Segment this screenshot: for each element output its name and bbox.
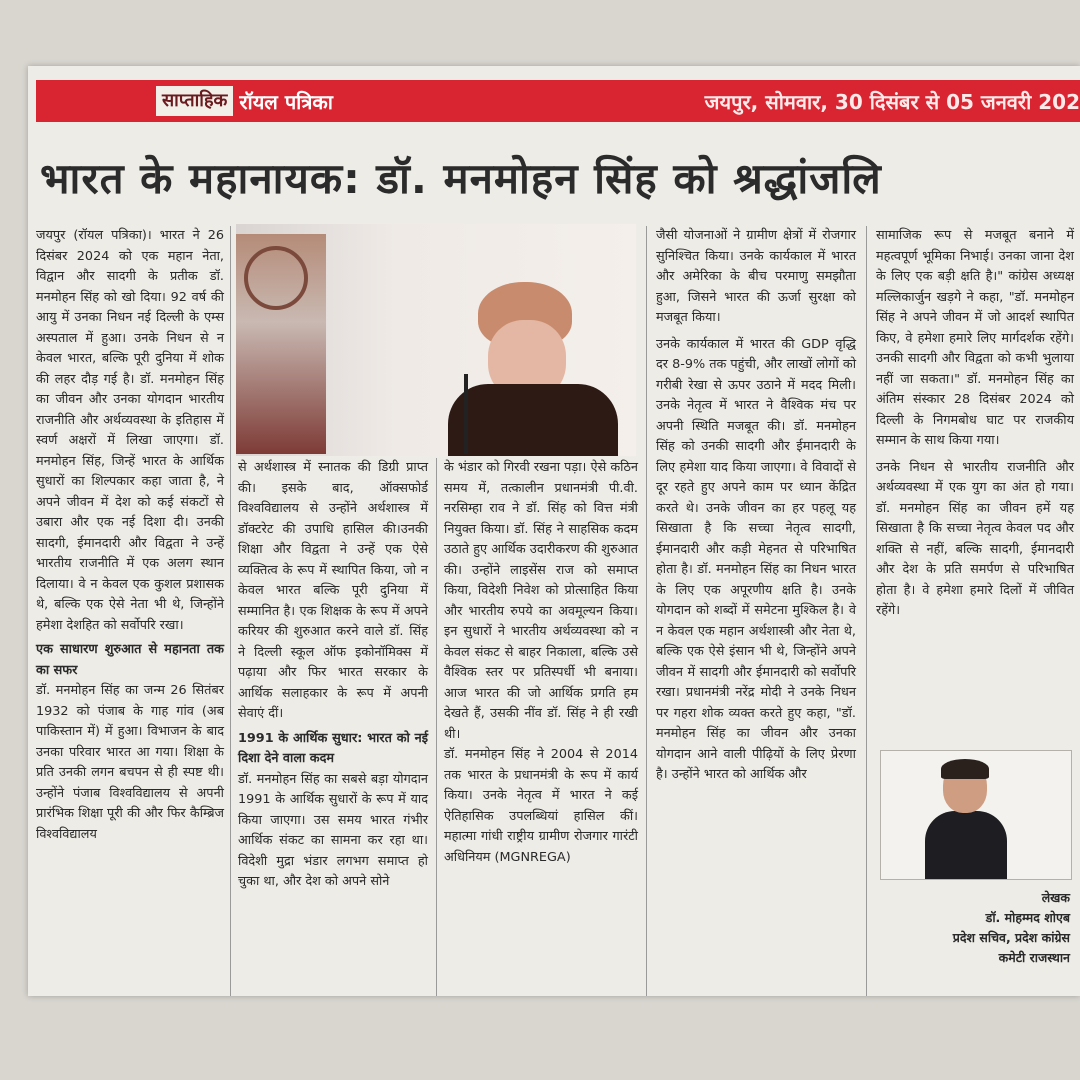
col5-paragraph-1: सामाजिक रूप से मजबूत बनाने में महत्वपूर्ण भूमिका निभाई। उनका जाना देश के लिए एक बड़ी क्षति है।" कांग्रेस अध्यक्ष मल्लिकार्जुन खड़गे ने कहा, "डॉ. मनमोहन सिंह ने अपने जीवन में जो आदर्श स्थापित किए, वे हमेशा हमारे लिए मार्गदर्शक रहेंगे। उनकी सादगी और विद्वता को कभी भुलाया नहीं जा सकता।" डॉ. मनमोहन सिंह का अंतिम संस्कार 28 दिसंबर 2024 को दिल्ली के निगमबोध घाट पर राजकीय सम्मान के साथ किया गया। — [876, 228, 1074, 448]
col5-paragraph-2: उनके निधन से भारतीय राजनीति और अर्थव्यवस्था में एक युग का अंत हो गया। डॉ. मनमोहन सिंह का जीवन हमें यह सिखाता है कि सच्चा नेतृत्व केवल पद और शक्ति से नहीं, बल्कि सादगी, ईमानदारी और देश के प्रति समर्पण से परिभाषित होता है। वे हमेशा हमारे दिलों में जीवित रहेंगे। — [876, 459, 1074, 618]
newspaper-page — [28, 66, 1080, 996]
masthead-brand — [156, 86, 333, 116]
col3-paragraph-2: डॉ. मनमोहन सिंह ने 2004 से 2014 तक भारत के प्रधानमंत्री के रूप में कार्य किया। उनके नेतृत्व में भारत ने कई ऐतिहासिक उपलब्धियां हासिल कीं। महात्मा गांधी राष्ट्रीय ग्रामीण रोजगार गारंटी अधिनियम (MGNREGA) — [444, 747, 638, 865]
col2-paragraph-2: डॉ. मनमोहन सिंह का सबसे बड़ा योगदान 1991 के आर्थिक सुधारों के रूप में याद किया जाएगा। उस समय भारत गंभीर आर्थिक संकट का सामना कर रहा था। विदेशी मुद्रा भंडार लगभग समाप्त हो चुका था, और देश को अपने सोने — [238, 771, 428, 889]
author-designation-1: प्रदेश सचिव, प्रदेश कांग्रेस — [952, 930, 1070, 945]
column-rule-2 — [436, 458, 437, 996]
column-rule-4 — [866, 226, 867, 996]
author-body-shape — [925, 811, 1007, 880]
paper-name: रॉयल पत्रिका — [239, 89, 333, 114]
col1-paragraph-1: जयपुर (रॉयल पत्रिका)। भारत ने 26 दिसंबर 2024 को एक महान नेता, विद्वान और सादगी के प्रतीक डॉ. मनमोहन सिंह को खो दिया। 92 वर्ष की आयु में उनका निधन नई दिल्ली के एम्स अस्पताल में हुआ। उनके निधन से न केवल भारत, बल्कि पूरी दुनिया में शोक की लहर दौड़ गई है। डॉ. मनमोहन सिंह का जीवन और उनका योगदान भारतीय राजनीति और अर्थव्यवस्था के इतिहास में स्वर्ण अक्षरों में लिखा जाएगा। डॉ. मनमोहन सिंह, जिन्हें भारत के आर्थिक सुधारों का शिल्पकार कहा जाता है, ने अपने जीवन में देश को कई संकटों से उबारा और एक नई दिशा दी। उनकी सादगी, ईमानदारी और विद्वता ने उन्हें भारतीय राजनीति में एक अलग स्थान दिलाया। वे न केवल एक कुशल प्रशासक थे, बल्कि एक ऐसे नेता भी थे, जिन्होंने हमेशा देशहित को सर्वोपरि रखा। — [36, 228, 224, 633]
article-column-5 — [876, 226, 1074, 622]
article-column-2 — [238, 458, 428, 893]
col2-subheading: 1991 के आर्थिक सुधार: भारत को नई दिशा देने वाला कदम — [238, 730, 428, 766]
col4-paragraph-2: उनके कार्यकाल में भारत की GDP वृद्धि दर 8-9% तक पहुंची, और लाखों लोगों को गरीबी रेखा से ऊपर उठाने में मदद मिली। उनके नेतृत्व में भारत ने वैश्विक मंच पर अपनी स्थिति मजबूत की। डॉ. मनमोहन सिंह को उनकी सादगी और ईमानदारी के लिए हमेशा याद किया जाएगा। वे विवादों से दूर रहते हुए अपने काम पर ध्यान केंद्रित करते थे। उनके जीवन का हर पहलू यह सिखाता है कि सच्चा नेतृत्व सादगी, ईमानदारी और कड़ी मेहनत से परिभाषित होता है। डॉ. मनमोहन सिंह का निधन भारत के लिए एक अपूरणीय क्षति है। उनके योगदान को शब्दों में समेटना मुश्किल है। वे न केवल एक महान अर्थशास्त्री और नेता थे, बल्कि एक ऐसे इंसान भी थे, जिन्होंने अपने जीवन में सादगी और ईमानदारी को सर्वोपरि रखा। प्रधानमंत्री नरेंद्र मोदी ने उनके निधन पर गहरा शोक व्यक्त करते हुए कहा, "डॉ. मनमोहन सिंह का जीवन और उनका योगदान आने वाली पीढ़ियों के लिए प्रेरणा है। उन्होंने भारत को आर्थिक और — [656, 336, 857, 782]
weekly-label: साप्ताहिक — [156, 86, 233, 116]
col2-paragraph-1: से अर्थशास्त्र में स्नातक की डिग्री प्राप्त की। इसके बाद, ऑक्सफोर्ड विश्वविद्यालय से उन्होंने अर्थशास्त्र में डॉक्टरेट की उपाधि हासिल की।उनकी शिक्षा और विद्वता ने उन्हें एक ऐसे व्यक्तित्व के रूप में स्थापित किया, जो न केवल भारत बल्कि पूरी दुनिया में सम्मानित है। एक शिक्षक के रूप में अपने करियर की शुरुआत करने वाले डॉ. सिंह ने दिल्ली स्कूल ऑफ इकोनॉमिक्स में पढ़ाया और फिर भारत सरकार के आर्थिक सलाहकार के रूप में अपनी सेवाएं दीं। — [238, 460, 428, 721]
col1-subheading: एक साधारण शुरुआत से महानता तक का सफर — [36, 642, 224, 678]
chakra-graphic — [244, 246, 308, 310]
author-label: लेखक — [1041, 890, 1070, 905]
article-column-3 — [444, 458, 638, 868]
manmohan-singh-photo — [236, 224, 636, 456]
article-column-1 — [36, 226, 224, 845]
article-headline: भारत के महानायक: डॉ. मनमोहन सिंह को श्रद्धांजलि — [40, 154, 882, 203]
column-rule-3 — [646, 226, 647, 996]
author-designation-2: कमेटी राजस्थान — [998, 950, 1070, 965]
col4-paragraph-1: जैसी योजनाओं ने ग्रामीण क्षेत्रों में रोजगार सुनिश्चित किया। उनके कार्यकाल में भारत और अमेरिका के बीच परमाणु समझौता हुआ, जिसने भारत की ऊर्जा सुरक्षा को मजबूत किया। — [656, 228, 856, 325]
author-name: डॉ. मोहम्मद शोएब — [985, 910, 1070, 925]
col1-paragraph-2: डॉ. मनमोहन सिंह का जन्म 26 सितंबर 1932 को पंजाब के गाह गांव (अब पाकिस्तान में) में हुआ। विभाजन के बाद उनका परिवार भारत आ गया। शिक्षा के प्रति उनकी लगन बचपन से ही स्पष्ट थी। उन्होंने पंजाब विश्वविद्यालय से अपनी प्रारंभिक शिक्षा पूरी की और फिर कैम्ब्रिज विश्वविद्यालय — [36, 683, 224, 842]
col3-paragraph-1: के भंडार को गिरवी रखना पड़ा। ऐसे कठिन समय में, तत्कालीन प्रधानमंत्री पी.वी. नरसिम्हा राव ने डॉ. सिंह को वित्त मंत्री नियुक्त किया। डॉ. सिंह ने साहसिक कदम उठाते हुए आर्थिक उदारीकरण की शुरुआत की। उन्होंने लाइसेंस राज को समाप्त किया, विदेशी निवेश को प्रोत्साहित किया और भारतीय रुपये का अवमूल्यन किया। इन सुधारों ने भारतीय अर्थव्यवस्था को न केवल संकट से बाहर निकाला, बल्कि उसे वैश्विक स्तर पर प्रतिस्पर्धी भी बनाया। आज भारत की जो आर्थिक प्रगति हम देखते हैं, उसकी नींव डॉ. सिंह ने ही रखी थी। — [444, 460, 638, 742]
author-photo — [880, 750, 1072, 880]
article-column-4 — [656, 226, 856, 786]
author-caption — [880, 888, 1070, 968]
author-hair-shape — [941, 759, 989, 779]
column-rule-1 — [230, 226, 231, 996]
microphone-icon — [464, 374, 468, 454]
jacket-shape — [448, 384, 618, 456]
masthead-bar — [36, 80, 1080, 122]
dateline: जयपुर, सोमवार, 30 दिसंबर से 05 जनवरी 202 — [704, 90, 1080, 114]
